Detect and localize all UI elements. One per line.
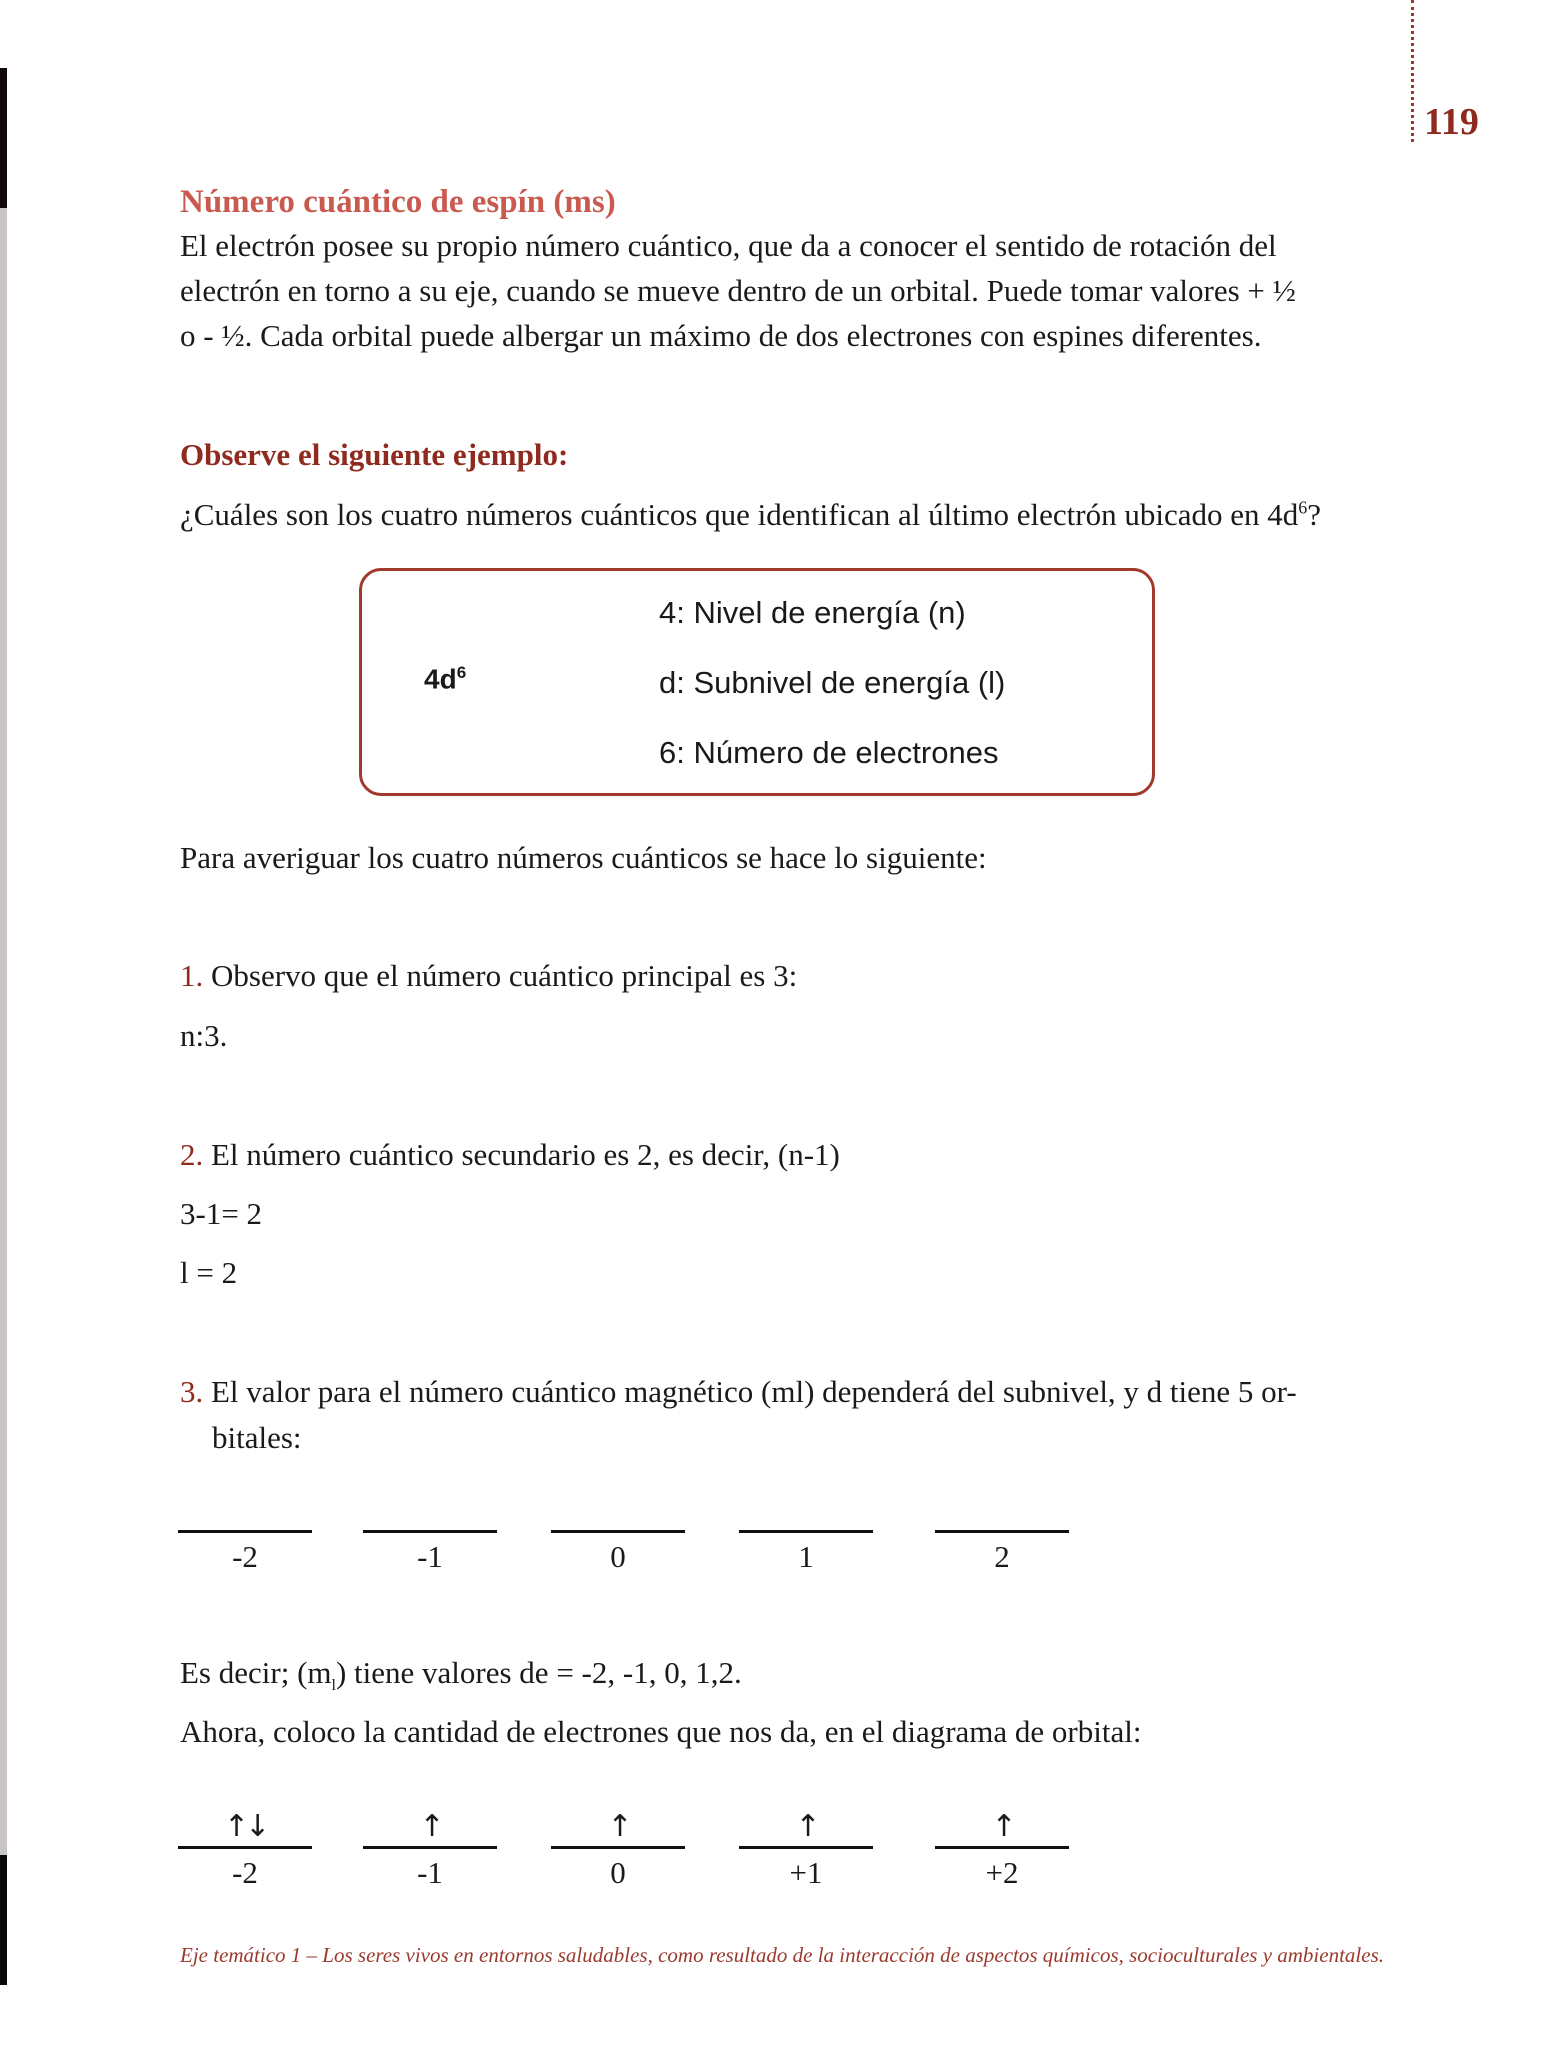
orbital-slot — [935, 1808, 1069, 1891]
step-1-result: n:3. — [180, 1018, 228, 1053]
page-binding-edge — [0, 208, 7, 1863]
orbital-slot — [551, 1808, 685, 1891]
orbital-label: -1 — [417, 1539, 443, 1574]
ml-values-line — [180, 1655, 742, 1695]
orbital-slot — [178, 1808, 312, 1891]
orbital-label: -1 — [417, 1855, 443, 1890]
procedure-intro: Para averiguar los cuatro números cuánticos se hace lo siguiente: — [180, 840, 987, 875]
example-heading: Observe el siguiente ejemplo: — [180, 437, 569, 472]
orbital-label: 0 — [610, 1855, 626, 1890]
orbital-label: +2 — [985, 1855, 1019, 1890]
config-base: 4d — [424, 663, 457, 695]
orbital-line — [178, 1846, 312, 1849]
config-label — [424, 663, 466, 695]
orbital-line — [178, 1530, 312, 1533]
orbital-slot — [739, 1808, 873, 1891]
paragraph-line: El electrón posee su propio número cuántico, que da a conocer el sentido de rotación del — [180, 228, 1277, 263]
step-3-continued: bitales: — [212, 1420, 302, 1455]
orbital-label: 2 — [994, 1539, 1010, 1574]
orbital-label: -2 — [232, 1855, 258, 1890]
orbital-line — [935, 1846, 1069, 1849]
spin-up-arrow-icon: ↑ — [419, 1809, 441, 1844]
orbital-slot — [363, 1808, 497, 1891]
step-number: 3. — [180, 1374, 204, 1409]
page-binding-edge-top — [0, 68, 7, 208]
orbital-label: 0 — [610, 1539, 626, 1574]
question-superscript: 6 — [1298, 497, 1308, 518]
step-2-result: l = 2 — [180, 1255, 238, 1290]
orbital-line — [363, 1846, 497, 1849]
paragraph-line: electrón en torno a su eje, cuando se mueve dentro de un orbital. Puede tomar valores + ½ — [180, 273, 1296, 308]
step-number: 1. — [180, 958, 204, 993]
orbital-slot — [935, 1530, 1069, 1575]
orbital-line — [739, 1846, 873, 1849]
config-row-electrons: 6: Número de electrones — [659, 735, 999, 770]
step-text: El valor para el número cuántico magnético (ml) dependerá del subnivel, y d tiene 5 or- — [211, 1374, 1297, 1409]
question-mark: ? — [1307, 497, 1322, 532]
header-dotted-rule — [1411, 0, 1414, 142]
example-question — [180, 497, 1321, 533]
step-3 — [180, 1374, 1297, 1410]
orbital-line — [551, 1846, 685, 1849]
paragraph-line: o - ½. Cada orbital puede albergar un máximo de dos electrones con espines diferentes. — [180, 318, 1262, 353]
config-superscript: 6 — [456, 663, 467, 682]
orbital-label: +1 — [789, 1855, 823, 1890]
ml-values-prefix: Es decir; (m — [180, 1655, 332, 1690]
electron-config-box — [359, 568, 1155, 796]
step-1 — [180, 958, 797, 994]
step-number: 2. — [180, 1137, 204, 1172]
config-row-sublevel: d: Subnivel de energía (l) — [659, 665, 1006, 700]
orbital-slot — [551, 1530, 685, 1575]
spin-up-arrow-icon: ↑ — [991, 1809, 1013, 1844]
spin-up-arrow-icon: ↑ — [795, 1809, 817, 1844]
orbital-slot — [178, 1530, 312, 1575]
page-footer: Eje temático 1 – Los seres vivos en entornos saludables, como resultado de la interacción de aspectos químicos, socioculturales y ambientales. — [180, 1943, 1385, 1967]
section-title-spin: Número cuántico de espín (ms) — [180, 184, 616, 220]
spin-up-down-arrows-icon: ↑↓ — [223, 1809, 267, 1844]
orbital-line — [363, 1530, 497, 1533]
orbital-line — [551, 1530, 685, 1533]
config-row-level: 4: Nivel de energía (n) — [659, 595, 966, 630]
ml-values-suffix: ) tiene valores de = -2, -1, 0, 1,2. — [335, 1655, 742, 1690]
orbital-label: 1 — [798, 1539, 814, 1574]
page-binding-edge-bottom — [0, 1855, 7, 1985]
orbital-slot — [739, 1530, 873, 1575]
step-text: El número cuántico secundario es 2, es decir, (n-1) — [211, 1137, 840, 1172]
orbital-line — [935, 1530, 1069, 1533]
step-2 — [180, 1137, 840, 1173]
orbital-line — [739, 1530, 873, 1533]
orbital-slot — [363, 1530, 497, 1575]
spin-up-arrow-icon: ↑ — [607, 1809, 629, 1844]
step-2-calc: 3-1= 2 — [180, 1196, 263, 1231]
step-text: Observo que el número cuántico principal es 3: — [211, 958, 798, 993]
ml-subscript: l — [331, 1677, 336, 1695]
page-number: 119 — [1424, 101, 1479, 143]
question-text: ¿Cuáles son los cuatro números cuánticos que identifican al último electrón ubicado en 4d — [180, 497, 1299, 532]
place-electrons-line: Ahora, coloco la cantidad de electrones que nos da, en el diagrama de orbital: — [180, 1714, 1142, 1749]
orbital-label: -2 — [232, 1539, 258, 1574]
